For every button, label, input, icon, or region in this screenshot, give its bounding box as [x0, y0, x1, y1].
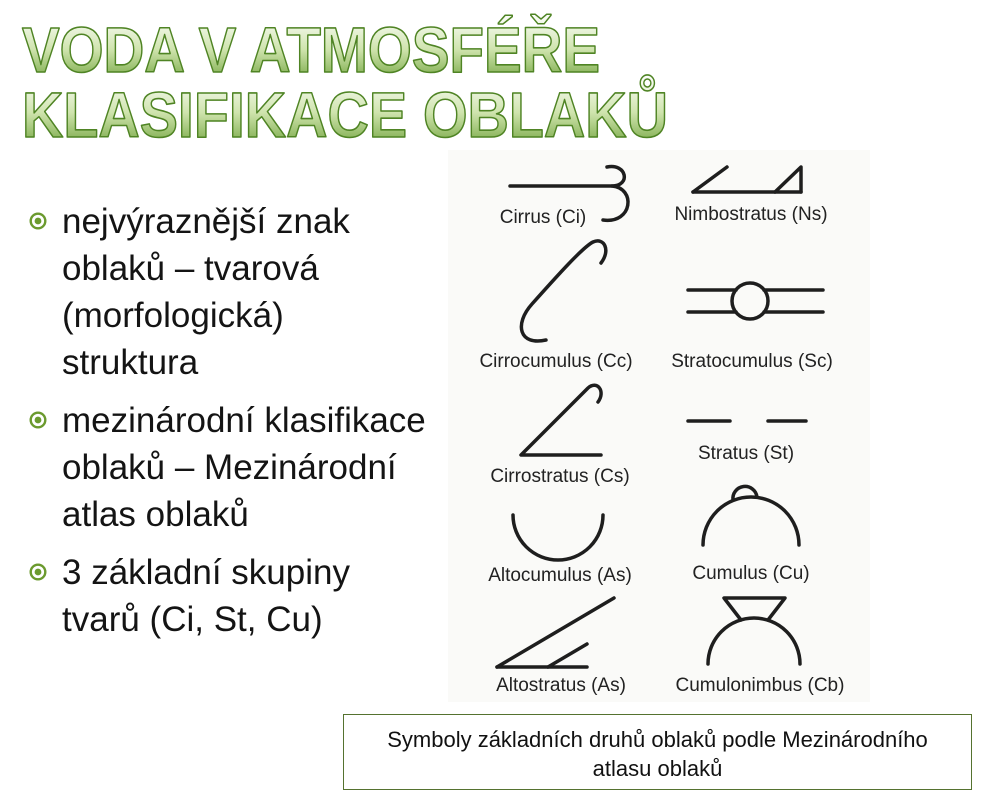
circled-dot-bullet-icon	[29, 212, 47, 230]
symbol-label: Stratus (St)	[697, 443, 795, 464]
bullet-item	[0, 397, 440, 538]
circled-dot-bullet-icon	[29, 411, 47, 429]
diagram-background	[448, 150, 870, 702]
symbol-label: Cumulus (Cu)	[692, 563, 810, 584]
cloud-symbols-diagram	[440, 140, 880, 710]
bullet-line: mezinárodní klasifikace	[62, 401, 426, 440]
symbol-label: Nimbostratus (Ns)	[674, 204, 828, 225]
symbol-label: Stratocumulus (Sc)	[671, 351, 833, 372]
symbol-label: Cirrostratus (Cs)	[490, 466, 630, 487]
bullet-list	[0, 198, 440, 654]
bullet-line: 3 základní skupiny	[62, 553, 350, 592]
caption-line: atlasu oblaků	[592, 756, 723, 781]
bullet-item	[0, 549, 440, 643]
bullet-line: tvarů (Ci, St, Cu)	[62, 600, 323, 639]
bullet-line: (morfologická)	[62, 296, 284, 335]
symbol-label: Altostratus (As)	[496, 675, 626, 696]
bullet-line: oblaků – Mezinárodní	[62, 448, 397, 487]
symbol-label: Altocumulus (As)	[488, 565, 632, 586]
bullet-item	[0, 198, 440, 386]
title-line-2: KLASIFIKACE OBLAKŮ	[22, 79, 744, 150]
slide-title	[0, 0, 982, 150]
symbol-label: Cirrocumulus (Cc)	[479, 351, 633, 372]
bullet-line: oblaků – tvarová	[62, 249, 319, 288]
symbol-label: Cirrus (Ci)	[499, 207, 587, 228]
title-line-1: VODA V ATMOSFÉŘE	[22, 14, 678, 86]
symbol-label: Cumulonimbus (Cb)	[675, 675, 845, 696]
bullet-line: struktura	[62, 343, 199, 382]
bullet-line: atlas oblaků	[62, 495, 249, 534]
caption-line: Symboly základních druhů oblaků podle Mezinárodního	[387, 727, 928, 752]
circled-dot-bullet-icon	[29, 563, 47, 581]
bullet-line: nejvýraznější znak	[62, 202, 350, 241]
caption-box	[343, 714, 972, 790]
